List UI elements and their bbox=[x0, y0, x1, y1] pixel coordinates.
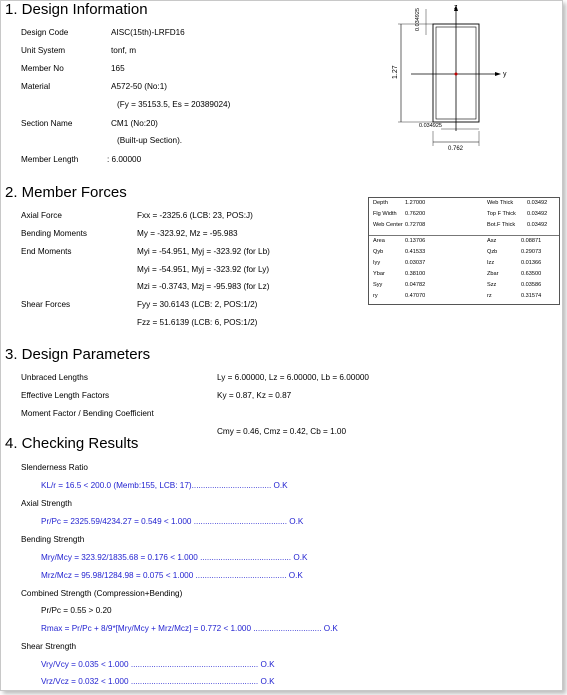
bending-strength-z-result: Mrz/Mcz = 95.98/1284.98 = 0.075 < 1.000 ........................................ O.K bbox=[41, 571, 303, 580]
shear-forces-label: Shear Forces bbox=[21, 300, 71, 309]
axial-force-value: Fxx = -2325.6 (LCB: 23, POS:J) bbox=[137, 211, 253, 220]
bending-moments-value: My = -323.92, Mz = -95.983 bbox=[137, 229, 238, 238]
end-moments-ly: Myi = -54.951, Myj = -323.92 (for Ly) bbox=[137, 265, 270, 274]
moment-factor-label: Moment Factor / Bending Coefficient bbox=[21, 409, 154, 418]
z-axis-label: z bbox=[454, 4, 458, 11]
material-props: (Fy = 35153.5, Es = 20389024) bbox=[117, 100, 231, 109]
unbraced-lengths-label: Unbraced Lengths bbox=[21, 373, 88, 382]
section-name-value: CM1 (No:20) bbox=[111, 119, 158, 128]
height-label: 1.27 bbox=[392, 65, 399, 79]
table-divider bbox=[369, 235, 559, 236]
unit-system-value: tonf, m bbox=[111, 46, 137, 55]
section-title-checking-results: 4. Checking Results bbox=[5, 435, 139, 452]
member-length-label: Member Length bbox=[21, 155, 79, 164]
axial-force-label: Axial Force bbox=[21, 211, 62, 220]
bending-strength-y-result: Mry/Mcy = 323.92/1835.68 = 0.176 < 1.000 ........................................ O.K bbox=[41, 553, 308, 562]
y-axis-label: y bbox=[503, 71, 507, 78]
unit-system-label: Unit System bbox=[21, 46, 66, 55]
design-code-label: Design Code bbox=[21, 28, 69, 37]
moment-factor-value: Cmy = 0.46, Cmz = 0.42, Cb = 1.00 bbox=[217, 427, 347, 436]
section-properties-table: Depth 1.27000 Web Thick 0.03492 Flg Width 0.76200 Top F Thick 0.03492 Web Center 0.72708 Bot.F Thick 0.03492 Area 0.13706 Asz 0.08871 Qyb 0.41533 Qzb 0.29073 Iyy 0.03037 Izz 0.01366 Ybar 0.38100 Zbar 0.63500 Syy 0.04782 Szz 0.03586 ry 0.47070 rz 0.31574 bbox=[368, 197, 560, 305]
combined-strength-result: Rmax = Pr/Pc + 8/9*[Mry/Mcy + Mrz/Mcz] = 0.772 < 1.000 .............................. O.K bbox=[41, 624, 338, 633]
section-diagram bbox=[381, 1, 541, 166]
width-label: 0.762 bbox=[448, 146, 464, 152]
bottom-thickness-label: 0.034925 bbox=[419, 123, 442, 129]
combined-condition: Pr/Pc = 0.55 > 0.20 bbox=[41, 606, 112, 615]
shear-force-fzz: Fzz = 51.6139 (LCB: 6, POS:1/2) bbox=[137, 318, 258, 327]
axial-strength-label: Axial Strength bbox=[21, 499, 72, 508]
shear-strength-z-result: Vrz/Vcz = 0.032 < 1.000 ........................................................ O.K bbox=[41, 677, 275, 686]
section-type: (Built-up Section). bbox=[117, 136, 183, 145]
end-moments-lz: Mzi = -0.3743, Mzj = -95.983 (for Lz) bbox=[137, 282, 270, 291]
member-no-label: Member No bbox=[21, 64, 64, 73]
slenderness-result: KL/r = 16.5 < 200.0 (Memb:155, LCB: 17)................................... O.K bbox=[41, 481, 288, 490]
combined-strength-label: Combined Strength (Compression+Bending) bbox=[21, 589, 183, 598]
effective-length-factors-label: Effective Length Factors bbox=[21, 391, 110, 400]
design-code-value: AISC(15th)-LRFD16 bbox=[111, 28, 185, 37]
member-no-value: 165 bbox=[111, 64, 125, 73]
material-label: Material bbox=[21, 82, 51, 91]
y-axis-arrow bbox=[495, 72, 501, 76]
shear-strength-y-result: Vry/Vcy = 0.035 < 1.000 ........................................................ O.K bbox=[41, 660, 275, 669]
bending-strength-label: Bending Strength bbox=[21, 535, 85, 544]
unbraced-lengths-value: Ly = 6.00000, Lz = 6.00000, Lb = 6.00000 bbox=[217, 373, 369, 382]
section-title-member-forces: 2. Member Forces bbox=[5, 184, 127, 201]
end-moments-label: End Moments bbox=[21, 247, 72, 256]
shear-force-fyy: Fyy = 30.6143 (LCB: 2, POS:1/2) bbox=[137, 300, 258, 309]
axial-strength-result: Pr/Pc = 2325.59/4234.27 = 0.549 < 1.000 ......................................... O.K bbox=[41, 517, 304, 526]
end-moments-lb: Myi = -54.951, Myj = -323.92 (for Lb) bbox=[137, 247, 270, 256]
centroid-marker bbox=[455, 73, 458, 76]
bending-moments-label: Bending Moments bbox=[21, 229, 87, 238]
material-value: A572-50 (No:1) bbox=[111, 82, 167, 91]
member-length-value: : 6.00000 bbox=[107, 155, 142, 164]
top-thickness-label: 0.034925 bbox=[415, 8, 421, 31]
section-title-design-parameters: 3. Design Parameters bbox=[5, 346, 151, 363]
section-name-label: Section Name bbox=[21, 119, 73, 128]
slenderness-label: Slenderness Ratio bbox=[21, 463, 88, 472]
section-title-design-information: 1. Design Information bbox=[5, 1, 148, 18]
effective-length-factors-value: Ky = 0.87, Kz = 0.87 bbox=[217, 391, 292, 400]
shear-strength-label: Shear Strength bbox=[21, 642, 77, 651]
